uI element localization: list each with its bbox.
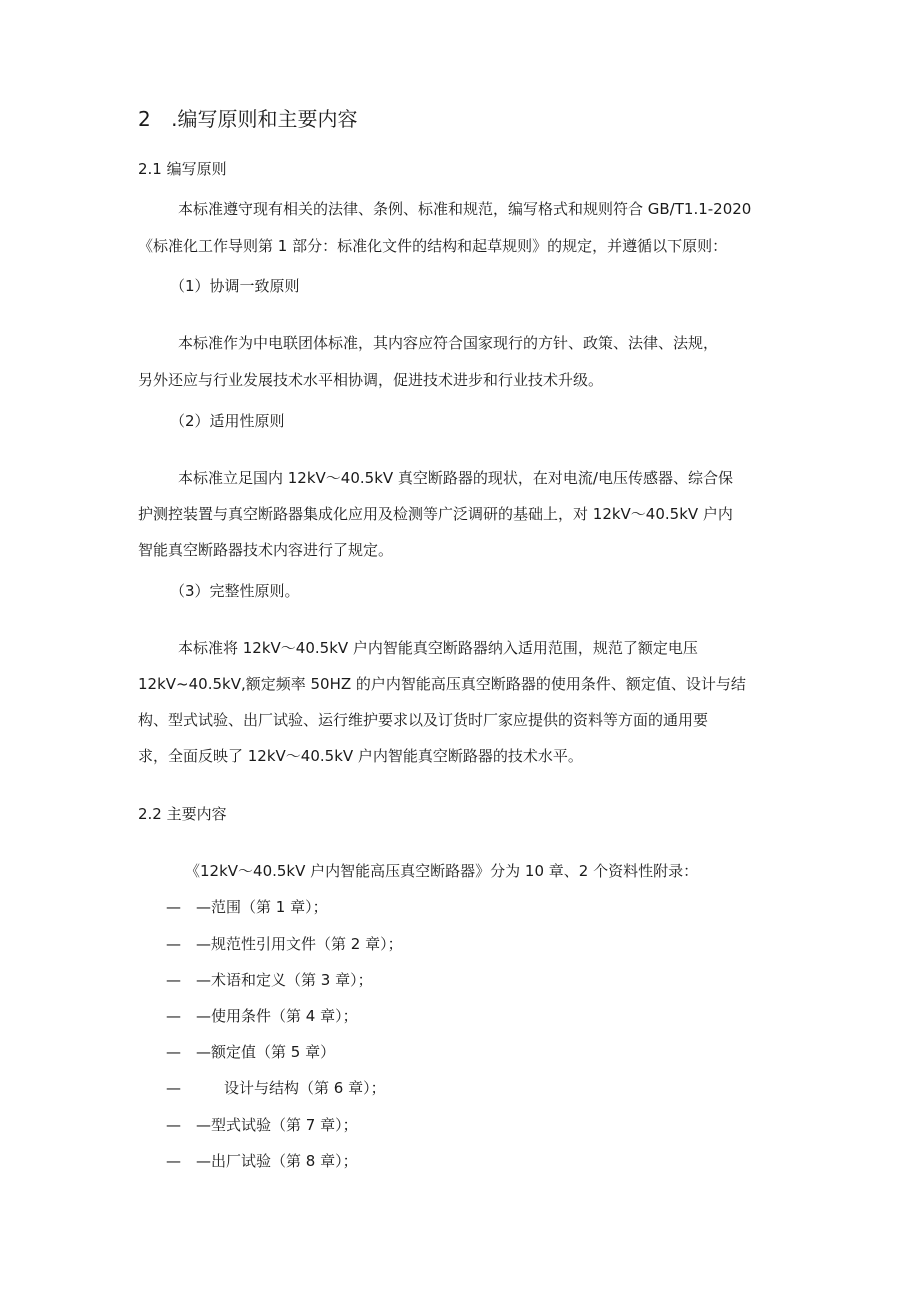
- list-item-text: —出厂试验（第 8 章）；: [196, 1152, 358, 1170]
- principle-1-title: （1）协调一致原则: [170, 277, 300, 295]
- principle-2-title: （2）适用性原则: [170, 412, 285, 430]
- subsection-title-2-1: 2.1 编写原则: [138, 160, 227, 178]
- principle-3-line-4: 求，全面反映了 12kV～40.5kV 户内智能真空断路器的技术水平。: [138, 747, 583, 765]
- list-item-text: —范围（第 1 章）；: [196, 898, 328, 916]
- principle-2-line-2: 护测控装置与真空断路器集成化应用及检测等广泛调研的基础上，对 12kV～40.5kV 户内: [138, 505, 733, 523]
- principle-3-title: （3）完整性原则。: [170, 582, 300, 600]
- principle-3-line-1: 本标准将 12kV～40.5kV 户内智能真空断路器纳入适用范围，规范了额定电压: [178, 639, 698, 657]
- subsection-title-2-2: 2.2 主要内容: [138, 805, 227, 823]
- list-item-text: —术语和定义（第 3 章）；: [196, 971, 373, 989]
- section-number: 2: [138, 107, 151, 131]
- list-dash: —: [166, 1116, 181, 1134]
- section-title: .编写原则和主要内容: [171, 107, 358, 131]
- list-dash: —: [166, 898, 181, 916]
- list-item-text: 设计与结构（第 6 章）；: [224, 1079, 386, 1097]
- principle-2-line-3: 智能真空断路器技术内容进行了规定。: [138, 541, 394, 559]
- list-dash: —: [166, 1152, 181, 1170]
- principle-1-line-2: 另外还应与行业发展技术水平相协调，促进技术进步和行业技术升级。: [138, 371, 604, 389]
- list-item-text: —型式试验（第 7 章）；: [196, 1116, 358, 1134]
- list-dash: —: [166, 935, 181, 953]
- list-item-text: —额定值（第 5 章）: [196, 1043, 336, 1061]
- contents-intro: 《12kV～40.5kV 户内智能高压真空断路器》分为 10 章、2 个资料性附录：: [185, 862, 699, 880]
- principle-3-line-2: 12kV~40.5kV,额定频率 50HZ 的户内智能高压真空断路器的使用条件、额定值、设计与结: [138, 675, 746, 693]
- intro-line-2: 《标准化工作导则第 1 部分：标准化文件的结构和起草规则》的规定，并遵循以下原则：: [138, 237, 728, 255]
- list-dash: —: [166, 971, 181, 989]
- principle-3-line-3: 构、型式试验、出厂试验、运行维护要求以及订货时厂家应提供的资料等方面的通用要: [138, 711, 709, 729]
- principle-1-line-1: 本标准作为中电联团体标准，其内容应符合国家现行的方针、政策、法律、法规，: [178, 334, 719, 352]
- list-item-text: —规范性引用文件（第 2 章）；: [196, 935, 403, 953]
- intro-line-1: 本标准遵守现有相关的法律、条例、标准和规范，编写格式和规则符合 GB/T1.1-2020: [178, 200, 752, 218]
- list-dash: —: [166, 1043, 181, 1061]
- list-dash: —: [166, 1007, 181, 1025]
- list-item-text: —使用条件（第 4 章）；: [196, 1007, 358, 1025]
- list-dash: —: [166, 1079, 181, 1097]
- section-heading: [138, 106, 357, 132]
- principle-2-line-1: 本标准立足国内 12kV～40.5kV 真空断路器的现状，在对电流/电压传感器、综合保: [178, 469, 733, 487]
